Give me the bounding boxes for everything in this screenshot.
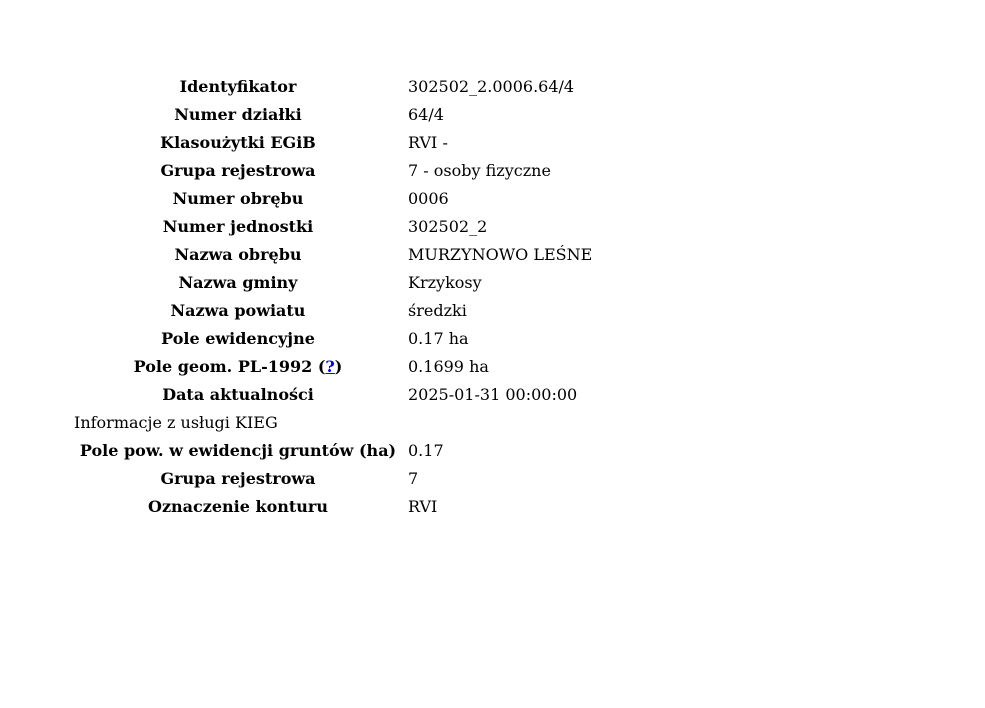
table-row <box>72 494 594 520</box>
row-value-nazwa-powiatu: średzki <box>408 301 467 320</box>
table-row <box>72 354 594 380</box>
row-label-data-aktualnosci: Data aktualności <box>162 385 314 404</box>
row-label-grupa-rejestrowa: Grupa rejestrowa <box>160 161 316 180</box>
row-label-oznaczenie-konturu: Oznaczenie konturu <box>148 497 328 516</box>
row-value-identyfikator: 302502_2.0006.64/4 <box>408 77 575 96</box>
section-header-row <box>72 410 594 436</box>
table-row <box>72 214 594 240</box>
table-row <box>72 326 594 352</box>
table-row <box>72 242 594 268</box>
row-value-data-aktualnosci: 2025-01-31 00:00:00 <box>408 385 578 404</box>
row-value-pole-geom: 0.1699 ha <box>408 357 489 376</box>
pole-geom-label-prefix: Pole geom. PL-1992 ( <box>133 357 326 376</box>
table-row <box>72 186 594 212</box>
row-value-klasouzytki: RVI - <box>408 133 448 152</box>
row-label-pole-geom <box>72 354 404 380</box>
row-value-numer-dzialki: 64/4 <box>408 105 444 124</box>
table-row <box>72 270 594 296</box>
row-value-oznaczenie-konturu: RVI <box>408 497 438 516</box>
row-value-numer-jednostki: 302502_2 <box>408 217 488 236</box>
row-value-numer-obrebu: 0006 <box>408 189 449 208</box>
row-value-nazwa-obrebu: MURZYNOWO LEŚNE <box>408 245 593 264</box>
row-value-pole-pow: 0.17 <box>408 441 444 460</box>
table-row <box>72 102 594 128</box>
row-label-numer-jednostki: Numer jednostki <box>162 217 314 236</box>
table-row <box>72 298 594 324</box>
row-label-kieg-grupa-rejestrowa: Grupa rejestrowa <box>160 469 316 488</box>
row-label-nazwa-gminy: Nazwa gminy <box>178 273 298 292</box>
row-value-nazwa-gminy: Krzykosy <box>408 273 482 292</box>
kieg-section-title: Informacje z usługi KIEG <box>74 413 278 432</box>
row-label-nazwa-powiatu: Nazwa powiatu <box>170 301 306 320</box>
row-label-identyfikator: Identyfikator <box>179 77 297 96</box>
table-row <box>72 382 594 408</box>
row-value-grupa-rejestrowa: 7 - osoby fizyczne <box>408 161 551 180</box>
pole-geom-label-suffix: ) <box>334 357 343 376</box>
table-row <box>72 466 594 492</box>
table-row <box>72 74 594 100</box>
parcel-info-table <box>70 72 596 522</box>
row-label-klasouzytki: Klasoużytki EGiB <box>160 133 316 152</box>
table-row <box>72 130 594 156</box>
row-label-pole-pow: Pole pow. w ewidencji gruntów (ha) <box>79 441 397 460</box>
help-link[interactable]: ? <box>325 357 335 376</box>
table-row <box>72 438 594 464</box>
row-label-numer-obrebu: Numer obrębu <box>172 189 304 208</box>
table-row <box>72 158 594 184</box>
row-value-pole-ewidencyjne: 0.17 ha <box>408 329 469 348</box>
row-label-nazwa-obrebu: Nazwa obrębu <box>174 245 302 264</box>
row-label-pole-ewidencyjne: Pole ewidencyjne <box>161 329 315 348</box>
row-value-kieg-grupa-rejestrowa: 7 <box>408 469 419 488</box>
row-label-numer-dzialki: Numer działki <box>174 105 302 124</box>
